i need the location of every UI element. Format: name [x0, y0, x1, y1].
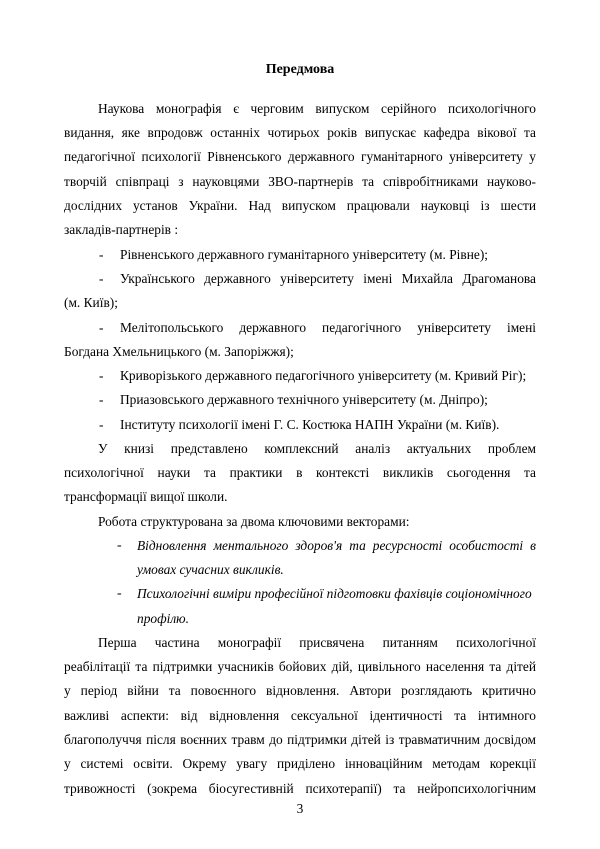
vector-bullet: - [117, 538, 122, 553]
partner-item-3: Мелітопольського державного педагогічного університету імені [120, 320, 536, 335]
para4-line-4: важливі аспекти: від відновлення сексуальної ідентичності та інтимного [64, 708, 536, 723]
page-number: 3 [296, 801, 304, 816]
para4-line-3: у період війни та повоєнного відновлення. Автори розглядають критично [64, 683, 536, 698]
para4-line-2: реабілітації та підтримки учасників бойових дій, цивільного населення та дітей [64, 659, 536, 674]
para1-line-2: видання, яке впродовж останніх чотирьох років випускає кафедра вікової та [64, 125, 536, 140]
para1-line-1: Наукова монографія є черговим випуском серійного психологічного [98, 101, 536, 116]
para1-line-5: дослідних установ України. Над випуском працювали науковці із шести [64, 198, 536, 213]
para1-line-3: педагогічної психології Рівненського державного гуманітарного університету у [64, 149, 536, 164]
para4-line-7: тривожності (зокрема біосугестивній психотерапії) та нейропсихологічним [64, 781, 536, 796]
partner-item-2-cont: (м. Київ); [64, 295, 118, 310]
vector-item-2: Психологічні виміри професійної підготовки фахівців соціономічного [137, 586, 532, 601]
list-dash: - [99, 271, 104, 286]
vector-item-2-cont: профілю. [137, 611, 189, 626]
page-title: Передмова [265, 62, 335, 77]
list-dash: - [99, 368, 104, 383]
list-dash: - [99, 417, 104, 432]
para4-line-5: благополуччя після воєнних травм до підтримки дітей із травматичним досвідом [64, 732, 536, 747]
para1-line-6: закладів-партнерів : [64, 222, 179, 237]
para3-line: Робота структурована за двома ключовими векторами: [98, 514, 410, 529]
para1-line-4: творчій співпраці з науковцями ЗВО-партнерів та співробітниками науково- [64, 174, 536, 189]
vector-item-1-cont: умовах сучасних викликів. [137, 562, 284, 577]
partner-item-5: Приазовського державного технічного університету (м. Дніпро); [120, 392, 488, 407]
partner-item-3-cont: Богдана Хмельницького (м. Запоріжжя); [64, 344, 294, 359]
partner-item-6: Інституту психології імені Г. С. Костюка НАПН України (м. Київ). [120, 417, 500, 432]
para2-line-1: У книзі представлено комплексний аналіз актуальних проблем [98, 441, 536, 456]
list-dash: - [99, 392, 104, 407]
para4-line-6: у системі освіти. Окрему увагу приділено інноваційним методам корекції [64, 756, 536, 771]
para2-line-3: трансформації вищої школи. [64, 489, 228, 504]
para4-line-1: Перша частина монографії присвячена питанням психологічної [98, 635, 536, 650]
partner-item-2: Українського державного університету імені Михайла Драгоманова [120, 271, 536, 286]
vector-item-1: Відновлення ментального здоров'я та ресурсності особистості в [137, 538, 536, 553]
para2-line-2: психологічної науки та практики в контексті викликів сьогодення та [64, 465, 536, 480]
list-dash: - [99, 247, 104, 262]
vector-bullet: - [117, 586, 122, 601]
partner-item-1: Рівненського державного гуманітарного університету (м. Рівне); [120, 247, 489, 262]
partner-item-4: Криворізького державного педагогічного університету (м. Кривий Ріг); [120, 368, 527, 383]
list-dash: - [99, 320, 104, 335]
